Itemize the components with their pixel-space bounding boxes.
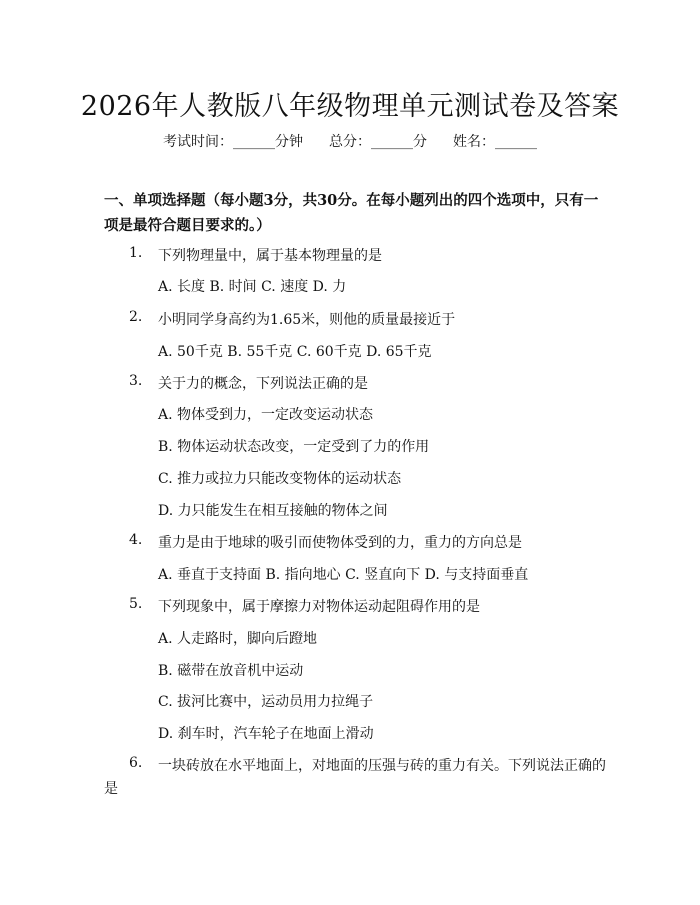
option-c: C. 拔河比赛中，运动员用力拉绳子 (158, 694, 374, 710)
section-heading: 一、单项选择题（每小题3分，共30分。在每小题列出的四个选项中，只有一项是最符合题目要求的。） (104, 192, 599, 234)
question-text: 小明同学身高约为1.65米，则他的质量最接近于 (158, 312, 456, 328)
question-options: A. 垂直于支持面 B. 指向地心 C. 竖直向下 D. 与支持面垂直 (158, 567, 529, 583)
option-a: A. 物体受到力，一定改变运动状态 (158, 407, 374, 423)
option-a: A. 人走路时，脚向后蹬地 (158, 631, 318, 647)
option-c: C. 推力或拉力只能改变物体的运动状态 (158, 471, 402, 487)
option-d: D. 刹车时，汽车轮子在地面上滑动 (158, 726, 374, 742)
question-text: 关于力的概念，下列说法正确的是 (158, 376, 368, 392)
question-text: 下列现象中，属于摩擦力对物体运动起阻碍作用的是 (158, 599, 480, 615)
option-d: D. 力只能发生在相互接触的物体之间 (158, 503, 388, 519)
question-text: 下列物理量中，属于基本物理量的是 (158, 248, 382, 264)
question-text-continued: 是 (104, 781, 118, 797)
exam-meta (0, 131, 700, 151)
question-number: 5. (129, 596, 143, 612)
question-options: A. 长度 B. 时间 C. 速度 D. 力 (158, 279, 347, 295)
question-number: 6. (129, 755, 143, 771)
question-number: 2. (129, 309, 143, 325)
question-number: 4. (129, 532, 143, 548)
question-text: 重力是由于地球的吸引而使物体受到的力，重力的方向总是 (158, 535, 522, 551)
name-field: 姓名：______ (453, 134, 537, 150)
question-number: 3. (129, 373, 143, 389)
page-title: 2026年人教版八年级物理单元测试卷及答案 (80, 91, 620, 122)
option-b: B. 磁带在放音机中运动 (158, 663, 304, 679)
question-number: 1. (129, 245, 143, 261)
question-options: A. 50千克 B. 55千克 C. 60千克 D. 65千克 (158, 344, 432, 360)
exam-time-field: 考试时间：______分钟 (163, 134, 303, 150)
question-text: 一块砖放在水平地面上，对地面的压强与砖的重力有关。下列说法正确的 (158, 758, 606, 774)
option-b: B. 物体运动状态改变，一定受到了力的作用 (158, 439, 430, 455)
total-score-field: 总分：______分 (329, 134, 427, 150)
